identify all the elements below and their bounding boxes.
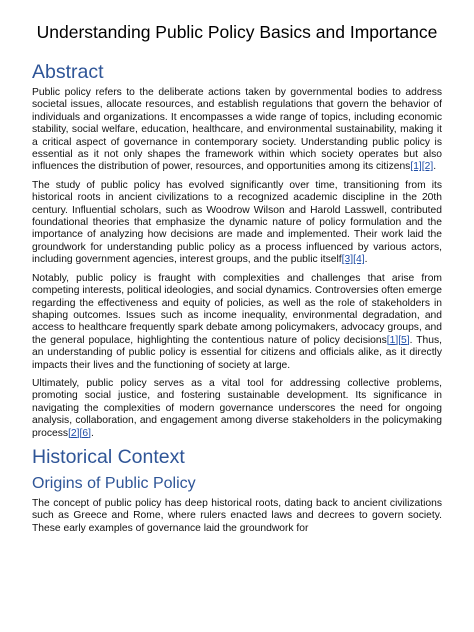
- abstract-heading: Abstract: [32, 61, 104, 83]
- paragraph-text-end: .: [433, 161, 437, 173]
- origins-heading: Origins of Public Policy: [32, 474, 196, 492]
- abstract-paragraph-3: [32, 273, 442, 372]
- citation-link[interactable]: [5]: [398, 334, 410, 346]
- paragraph-text: The study of public policy has evolved significantly over time, transitioning from its historical roots in ancient civilizations to a recognized academic discipline in the 20th century. Influential scholars, such as Woodrow Wilson and Harold Lasswell, contributed foundational theories that emphasize the dynamic nature of policy formulation and the importance of analyzing how decisions are made and implemented. Their work laid the groundwork for understanding public policy as a process influenced by various actors, including government agencies, interest groups, and the public itself: [32, 179, 442, 266]
- paragraph-text: Ultimately, public policy serves as a vital tool for addressing collective problems, promoting social justice, and fostering sustainable development. Its significance in navigating the complexities of modern governance underscores the need for ongoing analysis, collaboration, and engagement among diverse stakeholders in the policymaking process: [32, 377, 442, 439]
- citation-link[interactable]: [6]: [79, 427, 91, 439]
- abstract-paragraph-1: [32, 87, 442, 174]
- paragraph-text-end: .: [90, 427, 94, 439]
- abstract-paragraph-4: [32, 378, 442, 440]
- citation-link[interactable]: [2]: [421, 161, 434, 173]
- citation-link[interactable]: [4]: [353, 254, 365, 266]
- citation-link[interactable]: [1]: [386, 334, 399, 346]
- paragraph-text: Notably, public policy is fraught with complexities and challenges that arise from competing interests, political ideologies, and social dynamics. Controversies often emerge regarding the effectiveness and equity of policies, as well as the role of stakeholders in shaping outcomes. Issues such as income inequality, environmental degradation, and access to healthcare frequently spark debate among policymakers, advocacy groups, and the general populace, highlighting the contentious nature of policy decisions: [32, 272, 442, 346]
- citation-link[interactable]: [3]: [341, 254, 354, 266]
- citation-link[interactable]: [2]: [68, 427, 80, 439]
- paragraph-text-end: . Thus, an understanding of public policy is essential for citizens and officials alike, as it directly impacts their lives and the functioning of society at large.: [32, 334, 442, 371]
- paragraph-text: Public policy refers to the deliberate actions taken by governmental bodies to address societal issues, allocate resources, and establish regulations that govern the behavior of individuals and organizations. It encompasses a wide range of topics, including economic stability, social welfare, education, healthcare, and environmental sustainability, making it a critical aspect of governance in contemporary society. Understanding public policy is essential as it not only shapes the framework within which society operates but also influences the distribution of power, resources, and opportunities among its citizens: [32, 87, 442, 173]
- document-title: Understanding Public Policy Basics and Importance: [36, 22, 438, 42]
- historical-context-heading: Historical Context: [32, 445, 185, 468]
- abstract-paragraph-2: [32, 180, 442, 267]
- origins-paragraph-1: The concept of public policy has deep historical roots, dating back to ancient civilizations such as Greece and Rome, where rulers enacted laws and decrees to govern society. These early examples of governance laid the groundwork for: [32, 497, 442, 534]
- citation-link[interactable]: [1]: [410, 161, 422, 173]
- paragraph-text-end: .: [364, 254, 368, 266]
